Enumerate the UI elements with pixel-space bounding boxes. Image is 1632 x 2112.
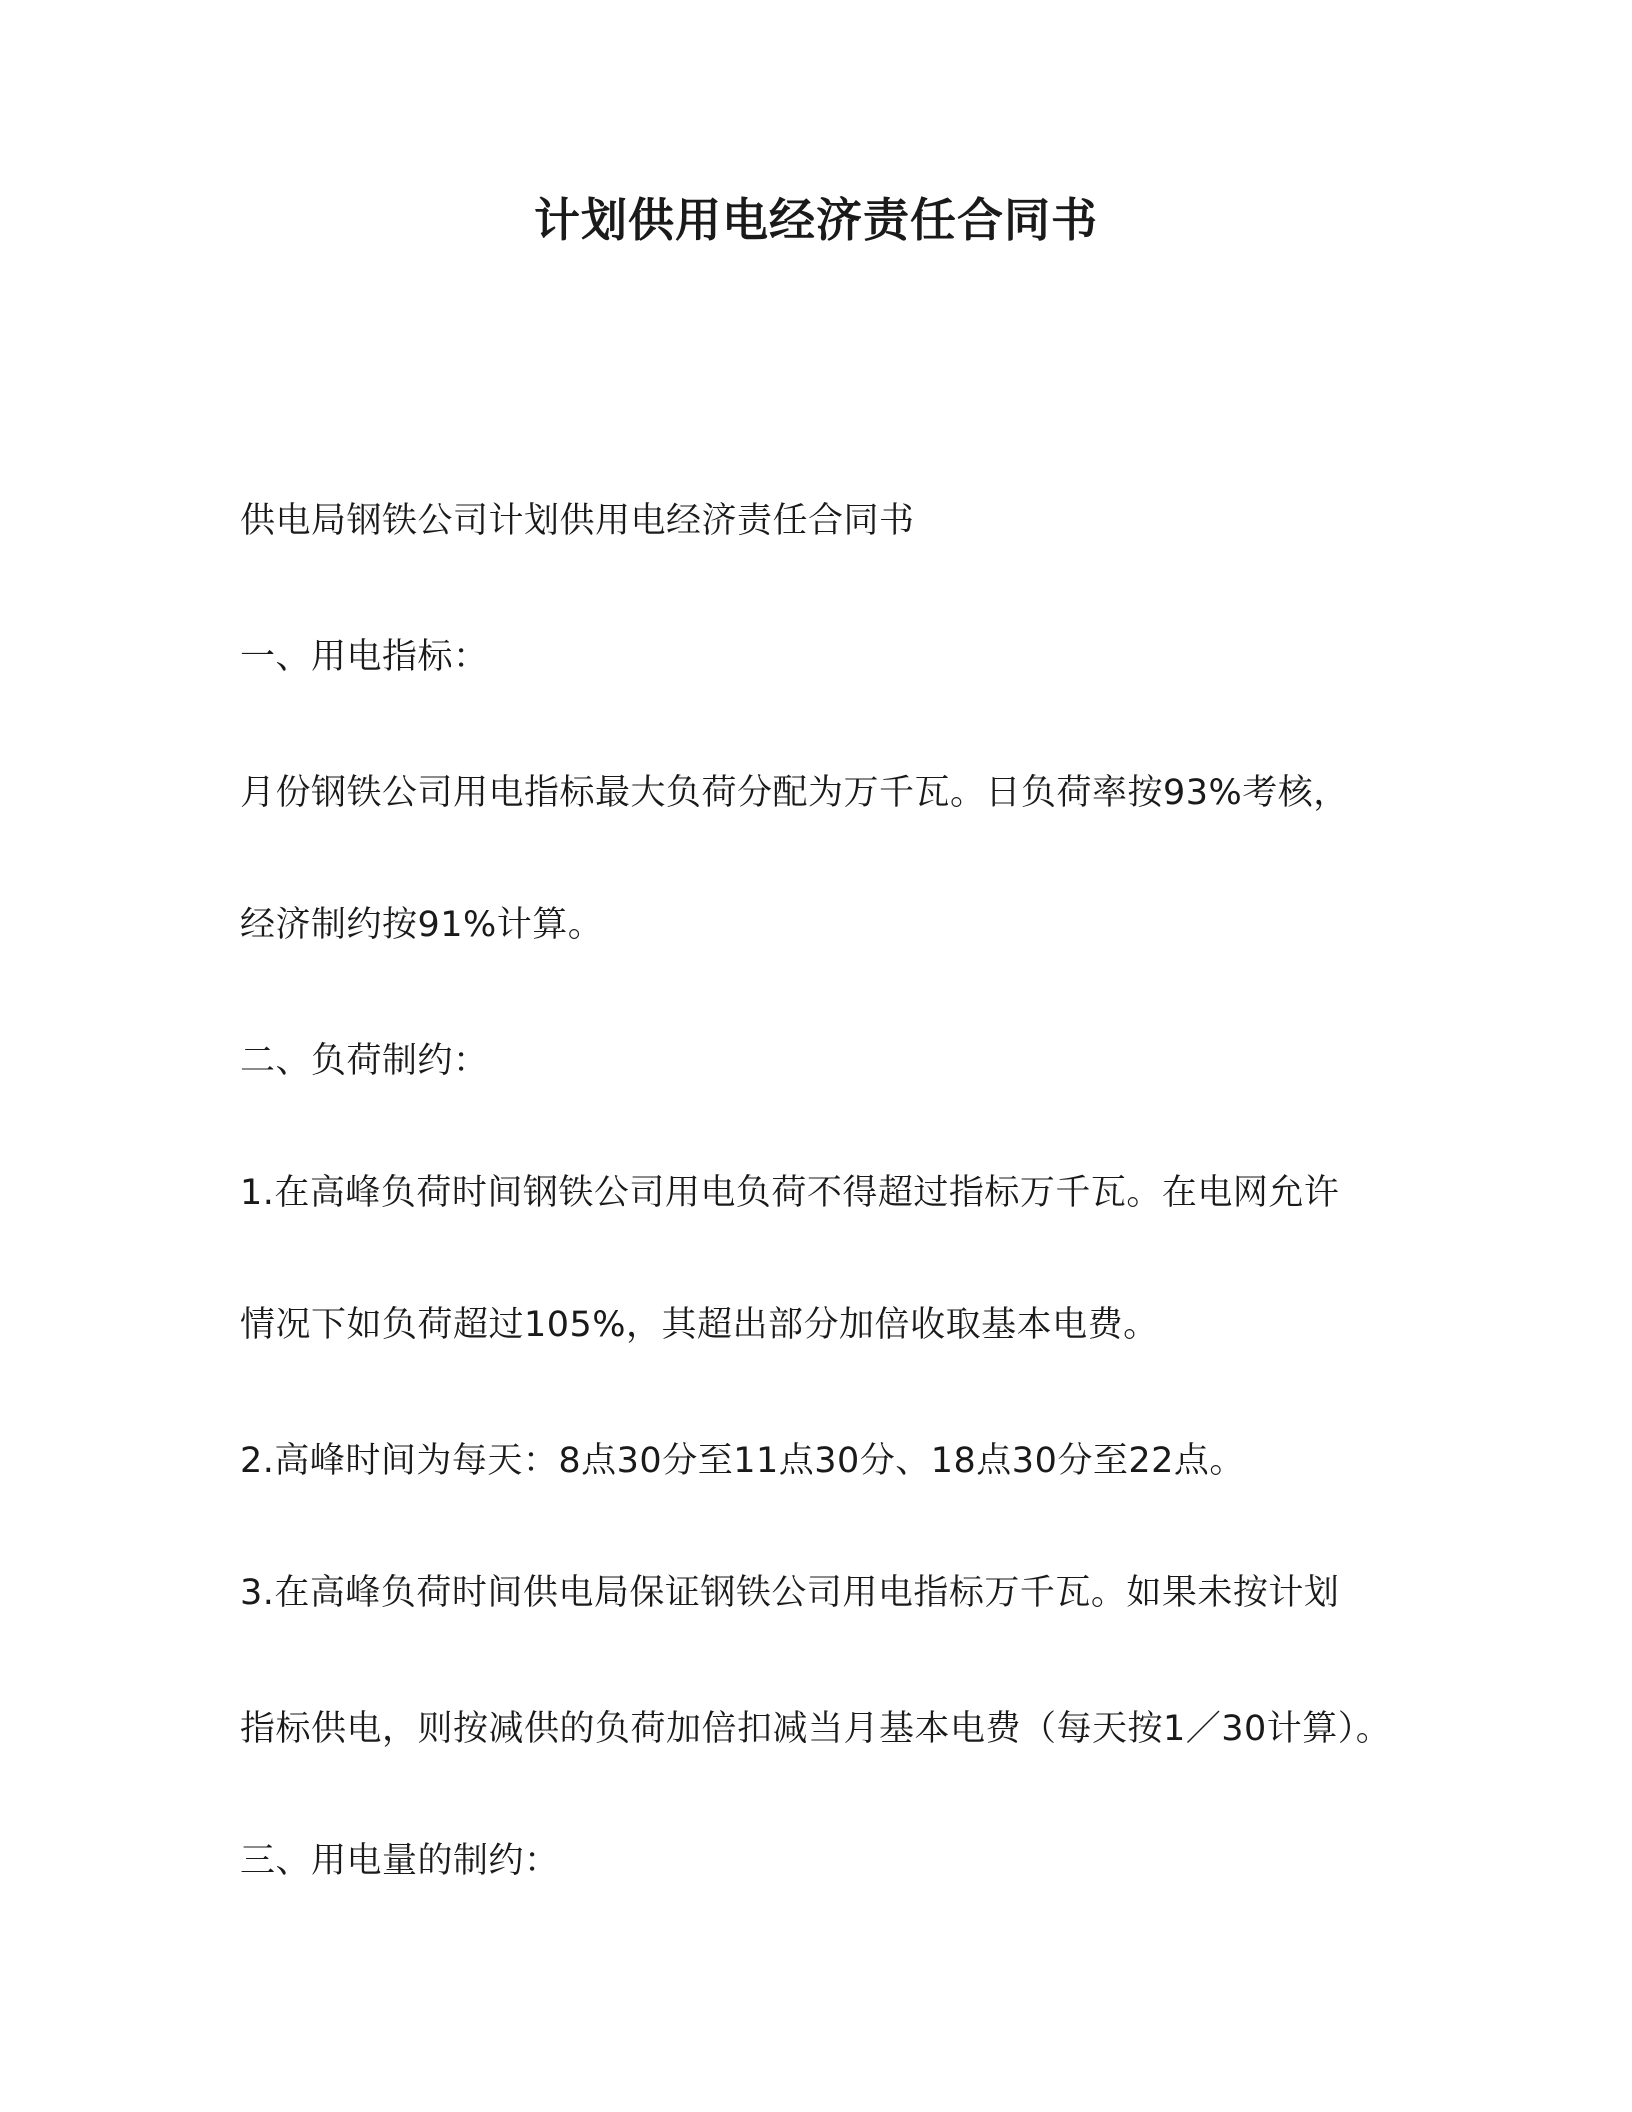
section-heading-2: 二、负荷制约：	[240, 1041, 489, 1081]
clause-3-line: 3.在高峰负荷时间供电局保证钢铁公司用电指标万千瓦。如果未按计划	[240, 1573, 1340, 1613]
clause-3-line: 指标供电，则按减供的负荷加倍扣减当月基本电费（每天按1／30计算）。	[240, 1709, 1392, 1749]
paragraph-line: 月份钢铁公司用电指标最大负荷分配为万千瓦。日负荷率按93%考核，	[240, 773, 1349, 813]
clause-2-line: 2.高峰时间为每天：8点30分至11点30分、18点30分至22点。	[240, 1441, 1245, 1481]
document-subtitle: 供电局钢铁公司计划供用电经济责任合同书	[240, 501, 915, 541]
section-heading-3: 三、用电量的制约：	[240, 1841, 560, 1881]
paragraph-line: 经济制约按91%计算。	[240, 905, 604, 945]
section-heading-1: 一、用电指标：	[240, 637, 489, 677]
clause-1-line: 情况下如负荷超过105%，其超出部分加倍收取基本电费。	[240, 1305, 1159, 1345]
document-title: 计划供用电经济责任合同书	[534, 193, 1098, 247]
clause-1-line: 1.在高峰负荷时间钢铁公司用电负荷不得超过指标万千瓦。在电网允许	[240, 1173, 1340, 1213]
